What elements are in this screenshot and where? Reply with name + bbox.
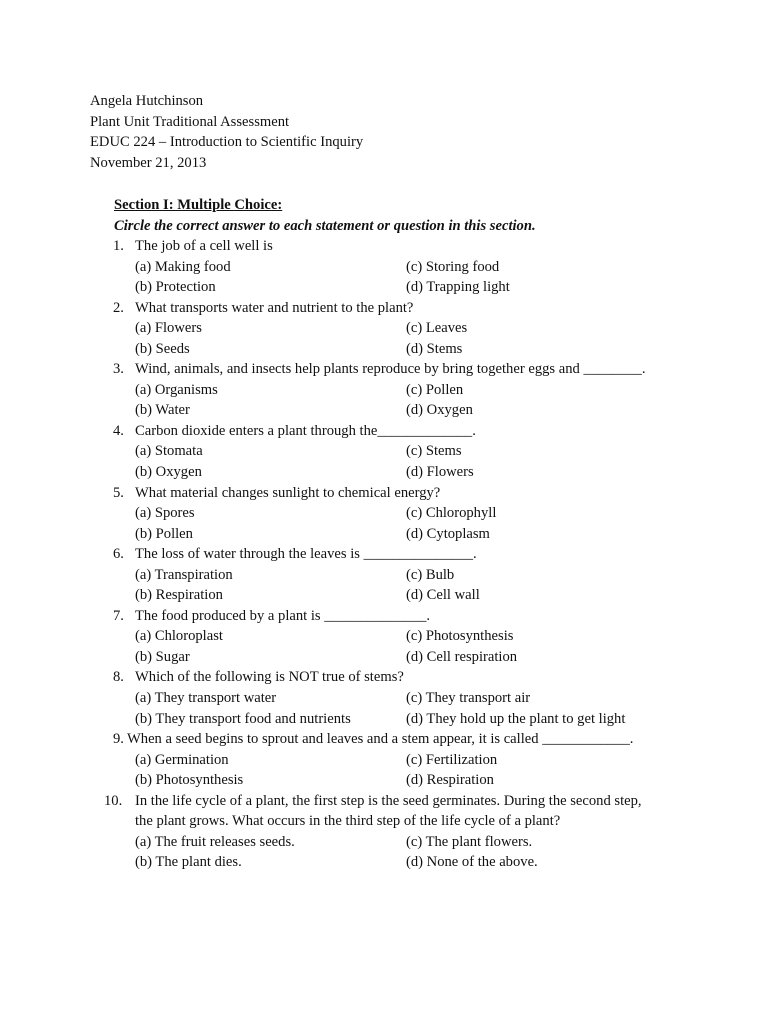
question-number: 9. <box>113 731 124 748</box>
question-number: 4. <box>113 422 124 439</box>
answer-option: (a) Flowers <box>135 320 202 337</box>
answer-option: (c) Storing food <box>406 258 500 275</box>
question-number: 3. <box>113 361 124 378</box>
question-item <box>0 606 768 668</box>
question-number: 10. <box>104 792 123 809</box>
question-number: 5. <box>113 484 124 501</box>
answer-option: (d) Cytoplasm <box>406 525 490 542</box>
question-number: 6. <box>113 546 124 563</box>
section-title: Section I: Multiple Choice: <box>114 197 283 213</box>
answer-option: (d) Oxygen <box>406 402 473 419</box>
answer-option: (b) Water <box>135 402 190 419</box>
assessment-title: Plant Unit Traditional Assessment <box>90 113 290 130</box>
answer-option: (b) The plant dies. <box>135 854 242 871</box>
question-number: 2. <box>113 299 124 316</box>
answer-option: (a) Chloroplast <box>135 628 223 645</box>
answer-option: (c) Pollen <box>406 381 464 398</box>
question-text: Carbon dioxide enters a plant through the_____________. <box>135 422 476 439</box>
answer-option: (d) Respiration <box>406 772 494 789</box>
answer-option: (d) Cell wall <box>406 587 480 604</box>
answer-option: (a) Making food <box>135 258 231 275</box>
question-item <box>0 236 768 298</box>
answer-option: (c) The plant flowers. <box>406 833 533 850</box>
answer-option: (b) Respiration <box>135 587 223 604</box>
question-text: What material changes sunlight to chemical energy? <box>135 484 441 501</box>
answer-option: (d) Trapping light <box>406 279 510 296</box>
answer-option: (d) Stems <box>406 340 463 357</box>
document-date: November 21, 2013 <box>90 155 207 172</box>
answer-option: (c) Bulb <box>406 566 455 583</box>
question-number: 7. <box>113 607 124 624</box>
answer-option: (b) Sugar <box>135 648 190 665</box>
question-text: In the life cycle of a plant, the first step is the seed germinates. During the second step, <box>135 792 642 809</box>
course-name: EDUC 224 – Introduction to Scientific Inquiry <box>90 134 364 151</box>
question-text: Wind, animals, and insects help plants reproduce by bring together eggs and ________. <box>135 361 646 378</box>
answer-option: (b) Protection <box>135 279 216 296</box>
answer-option: (d) Flowers <box>406 464 474 481</box>
question-list <box>0 236 768 873</box>
question-item <box>0 298 768 360</box>
answer-option: (a) They transport water <box>135 690 277 707</box>
question-item <box>0 483 768 545</box>
question-text-continued: the plant grows. What occurs in the third step of the life cycle of a plant? <box>135 813 561 830</box>
answer-option: (c) Chlorophyll <box>406 505 497 522</box>
answer-option: (c) Fertilization <box>406 751 498 768</box>
question-text: Which of the following is NOT true of stems? <box>135 669 404 686</box>
question-text: What transports water and nutrient to the plant? <box>135 299 414 316</box>
answer-option: (d) Cell respiration <box>406 648 518 665</box>
answer-option: (b) Oxygen <box>135 464 202 481</box>
answer-option: (c) They transport air <box>406 690 531 707</box>
answer-option: (b) Seeds <box>135 340 190 357</box>
answer-option: (c) Photosynthesis <box>406 628 514 645</box>
answer-option: (a) The fruit releases seeds. <box>135 833 295 850</box>
answer-option: (d) They hold up the plant to get light <box>406 710 626 727</box>
answer-option: (b) Pollen <box>135 525 193 542</box>
question-item <box>0 729 768 791</box>
answer-option: (c) Leaves <box>406 320 468 337</box>
question-number: 1. <box>113 238 124 254</box>
answer-option: (a) Stomata <box>135 443 203 460</box>
question-text: The job of a cell well is <box>135 238 273 254</box>
section-heading <box>114 195 536 236</box>
answer-option: (a) Germination <box>135 751 229 768</box>
question-item <box>0 421 768 483</box>
section-instructions: Circle the correct answer to each statement or question in this section. <box>114 217 536 234</box>
question-item <box>0 791 768 873</box>
answer-option: (c) Stems <box>406 443 462 460</box>
question-text: When a seed begins to sprout and leaves and a stem appear, it is called ____________. <box>127 731 634 748</box>
answer-option: (d) None of the above. <box>406 854 538 871</box>
answer-option: (a) Organisms <box>135 381 218 398</box>
question-item <box>0 544 768 606</box>
answer-option: (a) Transpiration <box>135 566 233 583</box>
answer-option: (b) Photosynthesis <box>135 772 244 789</box>
author-name: Angela Hutchinson <box>90 93 204 109</box>
question-item <box>0 359 768 421</box>
answer-option: (b) They transport food and nutrients <box>135 710 351 727</box>
question-text: The loss of water through the leaves is _______________. <box>135 546 477 563</box>
question-number: 8. <box>113 669 124 686</box>
question-text: The food produced by a plant is ______________. <box>135 607 431 624</box>
document-header <box>90 91 363 174</box>
question-item <box>0 667 768 729</box>
answer-option: (a) Spores <box>135 505 195 522</box>
